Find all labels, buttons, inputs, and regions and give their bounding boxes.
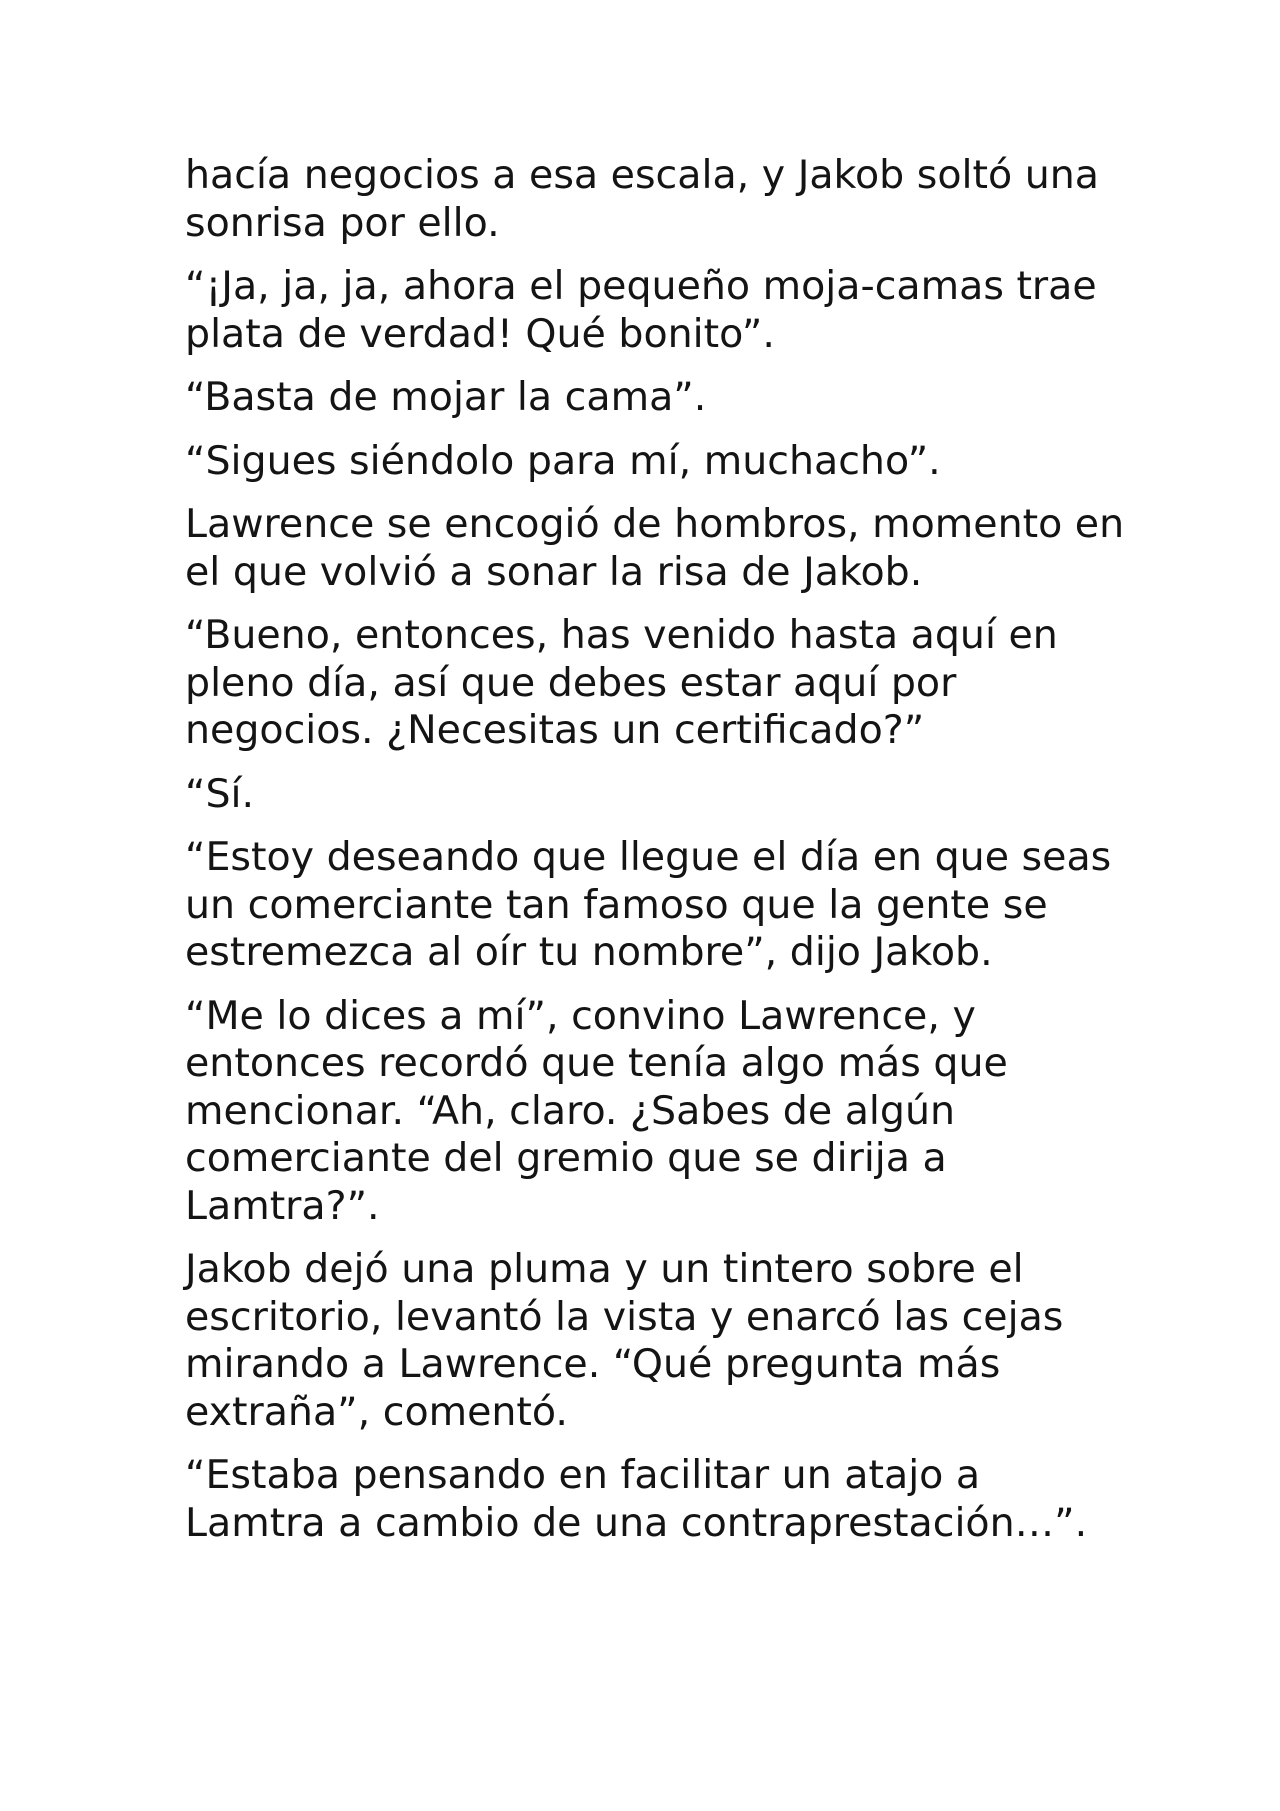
paragraph: hacía negocios a esa escala, y Jakob soltó una sonrisa por ello. [185,152,1100,246]
paragraph: “Sí. [185,770,255,817]
page-text [185,152,1125,1563]
paragraph: “Estoy deseando que llegue el día en que seas un comerciante tan famoso que la gente se estremezca al oír tu nombre”, dijo Jakob. [185,834,1112,975]
paragraph: “Sigues siéndolo para mí, muchacho”. [185,437,941,484]
paragraph: “Estaba pensando en facilitar un atajo a Lamtra a cambio de una contraprestación…”. [185,1452,1088,1546]
paragraph: Lawrence se encogió de hombros, momento en el que volvió a sonar la risa de Jakob. [185,501,1125,595]
paragraph: “¡Ja, ja, ja, ahora el pequeño moja-camas trae plata de verdad! Qué bonito”. [185,263,1097,357]
paragraph: “Basta de mojar la cama”. [185,374,707,420]
paragraph: Jakob dejó una pluma y un tintero sobre el escritorio, levantó la vista y enarcó las cejas mirando a Lawrence. “Qué pregunta más extraña”, comentó. [185,1246,1064,1435]
paragraph: “Me lo dices a mí”, convino Lawrence, y entonces recordó que tenía algo más que mencionar. “Ah, claro. ¿Sabes de algún comerciante del gremio que se dirija a Lamtra?”. [185,992,1008,1229]
paragraph: “Bueno, entonces, has venido hasta aquí en pleno día, así que debes estar aquí por negocios. ¿Necesitas un certificado?” [185,612,1058,753]
